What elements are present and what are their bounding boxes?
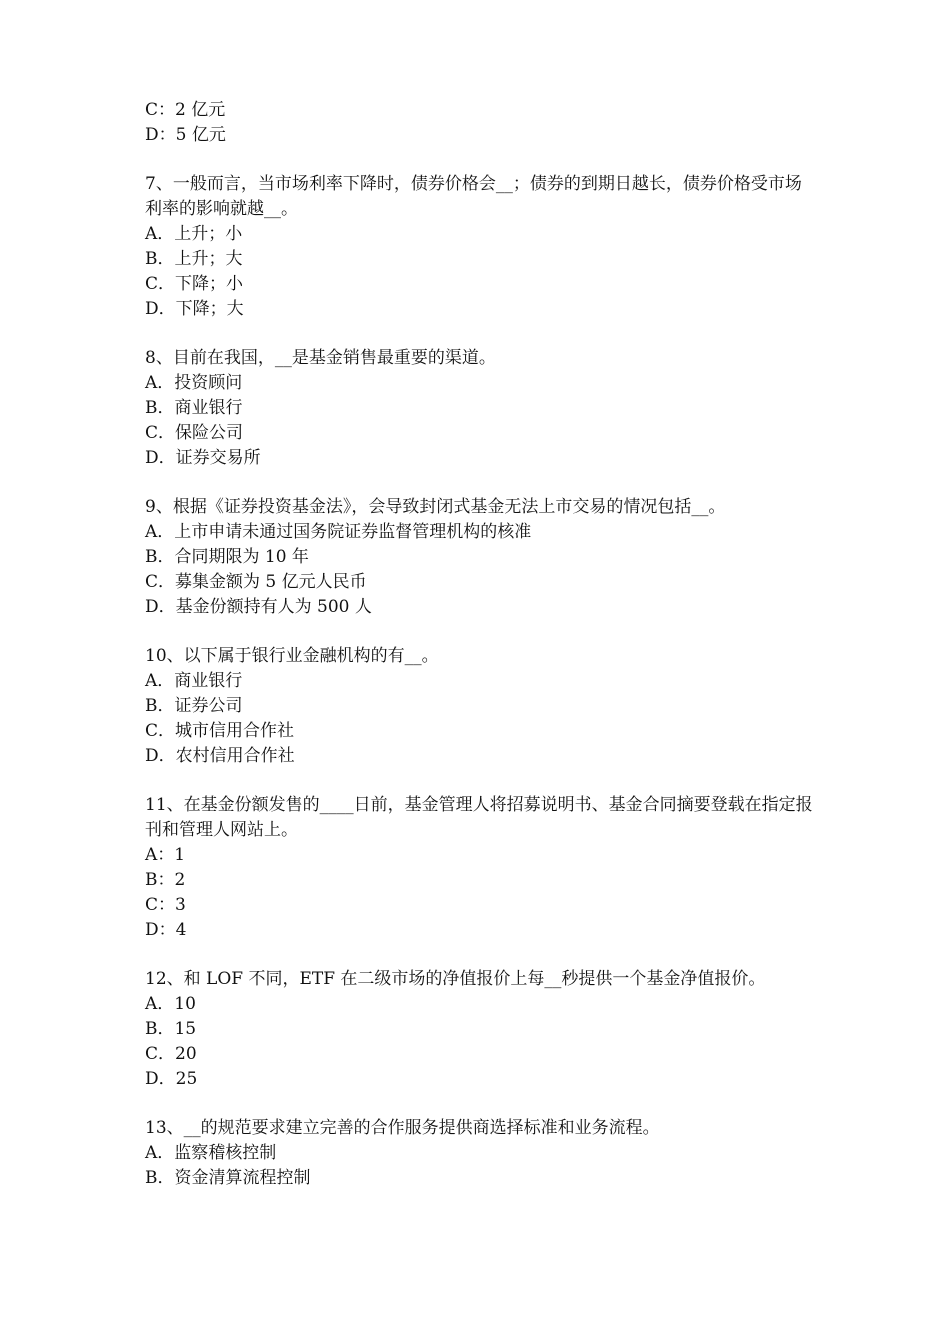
option-a: A．上升；小 xyxy=(145,224,243,244)
option-c: C．保险公司 xyxy=(145,423,244,443)
option-c: C．20 xyxy=(145,1044,197,1064)
option-a: A：1 xyxy=(145,845,186,865)
option-c: C．募集金额为 5 亿元人民币 xyxy=(145,572,367,592)
option-d: D．证券交易所 xyxy=(145,448,261,468)
question-stem: 11、在基金份额发售的____日前，基金管理人将招募说明书、基金合同摘要登载在指定报刊和管理人网站上。 xyxy=(145,795,813,840)
option-a: A．上市申请未通过国务院证券监督管理机构的核准 xyxy=(145,522,532,542)
option-b: B．资金清算流程控制 xyxy=(145,1168,311,1188)
question-stem: 12、和 LOF 不同，ETF 在二级市场的净值报价上每__秒提供一个基金净值报价。 xyxy=(145,969,766,989)
option-b: B．15 xyxy=(145,1019,197,1039)
option-d: D．25 xyxy=(145,1069,198,1089)
option-c: C．下降；小 xyxy=(145,274,244,294)
option-a: A．10 xyxy=(145,994,196,1014)
option-a: A．投资顾问 xyxy=(145,373,243,393)
option-b: B．合同期限为 10 年 xyxy=(145,547,309,567)
option-d: D：4 xyxy=(145,920,187,940)
option-b: B．证券公司 xyxy=(145,696,243,716)
option-c: C：3 xyxy=(145,895,186,915)
question-12 xyxy=(145,967,825,1092)
question-11 xyxy=(145,793,825,943)
option-a: A．商业银行 xyxy=(145,671,243,691)
option-a: A．监察稽核控制 xyxy=(145,1143,277,1163)
option-d: D．农村信用合作社 xyxy=(145,746,295,766)
question-6-tail xyxy=(145,98,825,148)
option-d: D：5 亿元 xyxy=(145,125,226,145)
document-body xyxy=(145,98,825,1191)
question-8 xyxy=(145,346,825,471)
question-13 xyxy=(145,1116,825,1191)
option-d: D．基金份额持有人为 500 人 xyxy=(145,597,372,617)
option-c: C：2 亿元 xyxy=(145,100,226,120)
question-stem: 13、__的规范要求建立完善的合作服务提供商选择标准和业务流程。 xyxy=(145,1118,660,1138)
question-stem: 9、根据《证券投资基金法》，会导致封闭式基金无法上市交易的情况包括__。 xyxy=(145,497,726,517)
option-d: D．下降；大 xyxy=(145,299,244,319)
question-7 xyxy=(145,172,825,322)
option-b: B：2 xyxy=(145,870,186,890)
question-stem: 8、目前在我国，__是基金销售最重要的渠道。 xyxy=(145,348,496,368)
question-stem: 7、一般而言，当市场利率下降时，债券价格会__；债券的到期日越长，债券价格受市场利率的影响就越__。 xyxy=(145,174,802,219)
option-c: C．城市信用合作社 xyxy=(145,721,295,741)
option-b: B．商业银行 xyxy=(145,398,243,418)
option-b: B．上升；大 xyxy=(145,249,243,269)
question-9 xyxy=(145,495,825,620)
question-10 xyxy=(145,644,825,769)
question-stem: 10、以下属于银行业金融机构的有__。 xyxy=(145,646,439,666)
